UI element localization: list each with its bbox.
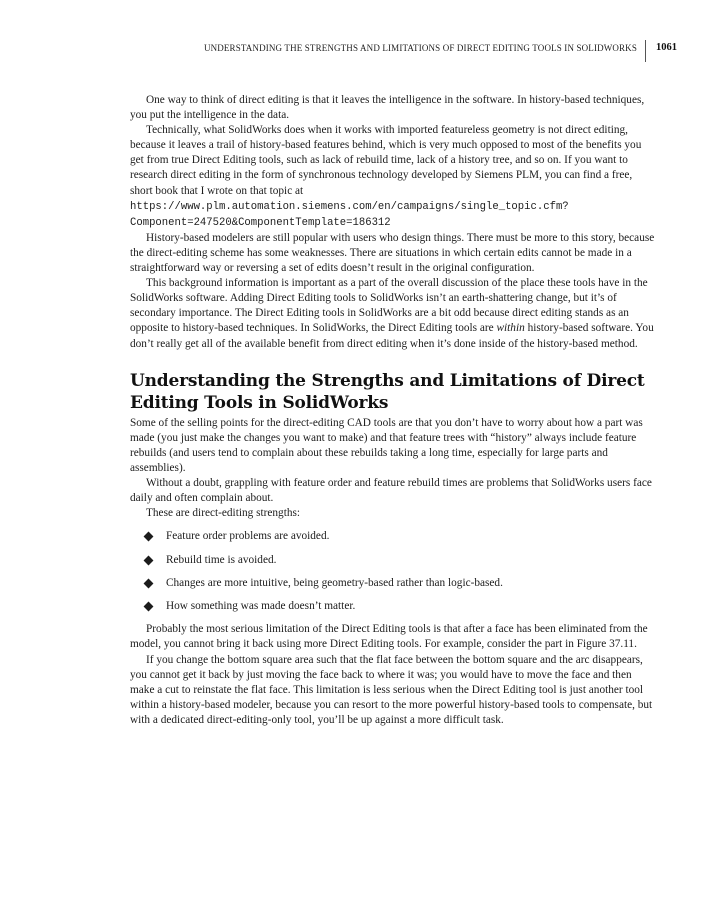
emphasis: within xyxy=(496,322,525,335)
paragraph: One way to think of direct editing is that it leaves the intelligence in the software. In history-based techniques, you put the intelligence in the data. xyxy=(130,94,645,122)
heading-line-2: Editing Tools in SolidWorks xyxy=(130,392,389,413)
paragraph: These are direct-editing strengths: xyxy=(146,507,301,520)
page-number: 1061 xyxy=(656,42,677,53)
list-item: Changes are more intuitive, being geometry-based rather than logic-based. xyxy=(130,576,655,591)
paragraph: Probably the most serious limitation of the Direct Editing tools is that after a face has been eliminated from the model, you cannot bring it back using more Direct Editing tools. For example, consider the part in Figure 37.11. xyxy=(130,623,648,651)
paragraph-text: This background information is important as a part of the overall discussion of the place these tools have in the SolidWorks software. Adding Direct Editing tools to SolidWorks isn’t an earth-shattering change, but it’s of secondary importance. The Direct Editing tools in SolidWorks are a bit odd because direct editing stands as an opposite to history-based techniques. In SolidWorks, the Direct Editing tools are xyxy=(130,277,648,335)
page-body xyxy=(130,93,655,728)
heading-line-1: Understanding the Strengths and Limitations of Direct xyxy=(130,370,645,391)
list-item: Feature order problems are avoided. xyxy=(130,529,655,544)
paragraph xyxy=(130,276,655,351)
url-link[interactable]: https://www.plm.automation.siemens.com/en/campaigns/single_topic.cfm?Component=247520&ComponentTemplate=186312 xyxy=(130,200,569,229)
paragraph: Without a doubt, grappling with feature order and feature rebuild times are problems that SolidWorks users face daily and often complain about. xyxy=(130,476,652,505)
list-item: How something was made doesn’t matter. xyxy=(130,599,655,614)
paragraph-text: Technically, what SolidWorks does when it works with imported featureless geometry is not direct editing, because it leaves a trail of history-based features behind, which is very much opposed to most of the benefits you get from true Direct Editing tools, such as lack of rebuild time, lack of a history tree, and so on. If you want to research direct editing in the form of synchronous technology developed by Siemens PLM, you can find a free, short book that I wrote on that topic at xyxy=(130,124,642,197)
paragraph: History-based modelers are still popular with users who design things. There must be more to this story, because the direct-editing scheme has some weaknesses. There are situations in which certain edits cannot be made in a straightforward way or reversing a set of edits doesn’t result in the original configuration. xyxy=(130,231,655,275)
paragraph xyxy=(130,123,655,231)
section-heading xyxy=(130,370,655,414)
list-item: Rebuild time is avoided. xyxy=(130,553,655,568)
running-title: UNDERSTANDING THE STRENGTHS AND LIMITATIONS OF DIRECT EDITING TOOLS IN SOLIDWORKS xyxy=(203,43,637,53)
running-header xyxy=(204,40,677,62)
diamond-bullet-icon xyxy=(144,578,154,588)
diamond-bullet-icon xyxy=(144,602,154,612)
strengths-list xyxy=(130,529,655,614)
spacer xyxy=(130,352,655,370)
diamond-bullet-icon xyxy=(144,555,154,565)
diamond-bullet-icon xyxy=(144,532,154,542)
paragraph-text: history-based software. You don’t really get all of the available benefit from direct editing when it’s done inside of the history-based method. xyxy=(130,322,654,350)
paragraph: Some of the selling points for the direct-editing CAD tools are that you don’t have to worry about how a part was made (you just make the changes you want to make) and that feature trees with “history” always include feature rebuilds (and users tend to complain about these rebuilds taking a long time, especially for large parts and assemblies). xyxy=(130,416,643,474)
paragraph: If you change the bottom square area such that the flat face between the bottom square and the arc disappears, you cannot get it back by just moving the face back to where it was; you would have to move the face and then make a cut to reinstate the flat face. This limitation is less serious when the Direct Editing tool is just another tool within a history-based modeler, because you can resort to the more powerful history-based tools to compensate, but with a dedicated direct-editing-only tool, you’ll be up against a more difficult task. xyxy=(130,653,653,726)
